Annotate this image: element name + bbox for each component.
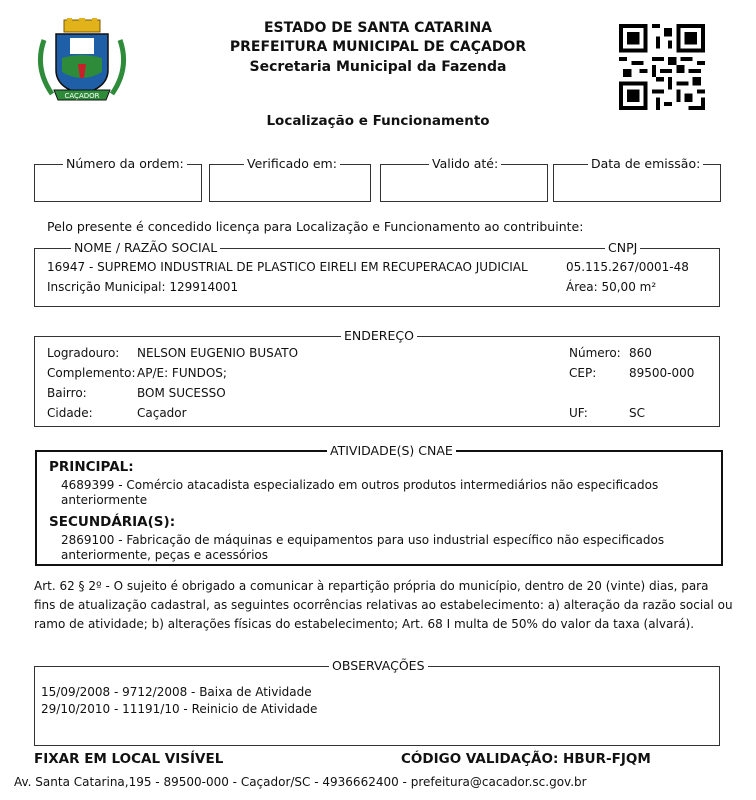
city-hall-name: PREFEITURA MUNICIPAL DE CAÇADOR [229,39,527,55]
fix-notice: FIXAR EM LOCAL VISÍVEL [34,751,224,767]
article-line3: ramo de atividade; b) alterações físicas do estabelecimento; Art. 68 I multa de 50% do valor da taxa (alvará). [34,617,695,631]
district-label: Bairro: [47,386,87,400]
area: Área: 50,00 m² [566,280,657,294]
activities-box [35,443,723,566]
observations-box [34,658,720,746]
complement-label: Complemento: [47,366,136,380]
observation-line1: 15/09/2008 - 9712/2008 - Baixa de Atividade [41,685,312,699]
valid-until-label: Valido até: [429,156,501,172]
secondary-activity-line1: 2869100 - Fabricação de máquinas e equipamentos para uso industrial específico não especificados [61,533,665,547]
secretariat-name: Secretaria Municipal da Fazenda [249,59,507,75]
zip-label: CEP: [569,366,597,380]
qr-code [619,24,705,110]
complement-value: AP/E: FUNDOS; [137,366,227,380]
intro-text: Pelo presente é concedido licença para Localização e Funcionamento ao contribuinte: [47,219,584,234]
secondary-activity-line2: anteriormente, peças e acessórios [61,548,269,562]
footer-address: Av. Santa Catarina,195 - 89500-000 - Caçador/SC - 4936662400 - prefeitura@cacador.sc.gov.br [14,775,587,789]
article-text [34,577,733,634]
zip-value: 89500-000 [629,366,695,380]
address-box [34,328,720,427]
street-value: NELSON EUGENIO BUSATO [137,346,299,360]
observations-legend: OBSERVAÇÕES [329,658,428,674]
district-value: BOM SUCESSO [137,386,226,400]
taxpayer-box [34,240,720,307]
order-number-label: Número da ordem: [63,156,187,172]
principal-activity-line1: 4689399 - Comércio atacadista especializado em outros produtos intermediários não especificados [61,478,659,492]
taxpayer-name: 16947 - SUPREMO INDUSTRIAL DE PLASTICO EIRELI EM RECUPERACAO JUDICIAL [47,260,528,274]
observation-line2: 29/10/2010 - 11191/10 - Reinicio de Atividade [41,702,318,716]
issue-date-label: Data de emissão: [588,156,703,172]
crest-ribbon-text: CAÇADOR [64,92,100,100]
secondary-title: SECUNDÁRIA(S): [49,514,176,530]
state-name: ESTADO DE SANTA CATARINA [263,20,493,36]
verified-on-label: Verificado em: [244,156,340,172]
principal-activity-line2: anteriormente [61,493,148,507]
article-line2: fins de atualização cadastral, as seguintes ocorrências relativas ao estabelecimento: a) alteração da razão social ou [34,598,733,612]
valid-until-box [380,156,548,202]
cnpj-legend: CNPJ [605,240,640,256]
taxpayer-cnpj: 05.115.267/0001-48 [566,260,689,274]
municipal-registration: Inscrição Municipal: 129914001 [47,280,239,294]
city-value: Caçador [137,406,187,420]
name-legend: NOME / RAZÃO SOCIAL [71,240,220,256]
verified-on-box [209,156,371,202]
state-value: SC [629,406,645,420]
address-legend: ENDEREÇO [341,328,417,344]
municipal-crest-logo [34,18,130,106]
validation-code: CÓDIGO VALIDAÇÃO: HBUR-FJQM [401,751,651,767]
city-label: Cidade: [47,406,93,420]
activities-legend: ATIVIDADE(S) CNAE [327,443,456,459]
order-number-box [34,156,202,202]
state-label: UF: [569,406,588,420]
issue-date-box [553,156,721,202]
number-label: Número: [569,346,621,360]
street-label: Logradouro: [47,346,120,360]
number-value: 860 [629,346,652,360]
article-line1: Art. 62 § 2º - O sujeito é obrigado a comunicar à repartição própria do município, dentro de 20 (vinte) dias, para [34,579,709,593]
document-title: Localização e Funcionamento [266,113,490,129]
principal-title: PRINCIPAL: [49,459,134,475]
